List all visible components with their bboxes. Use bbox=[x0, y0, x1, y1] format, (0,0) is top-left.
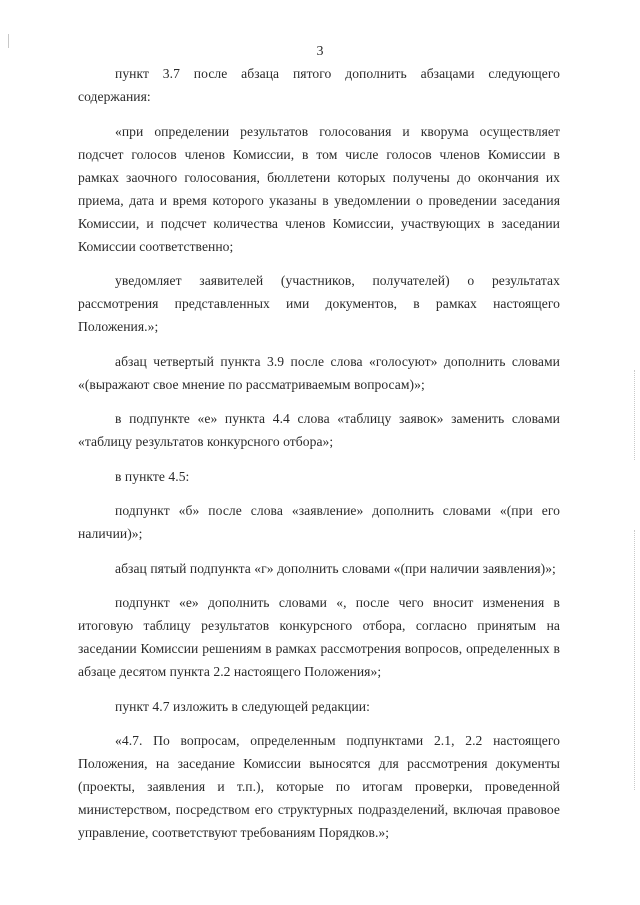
scan-edge-dots bbox=[634, 530, 637, 790]
paragraph-3-9-amendment: абзац четвертый пункта 3.9 после слова «голосуют» дополнить словами «(выражают свое мнение по рассматриваемым вопросам)»; bbox=[78, 353, 560, 392]
paragraph-intro: пункт 3.7 после абзаца пятого дополнить абзацами следующего содержания: bbox=[78, 66, 560, 104]
paragraph-notify-applicants: уведомляет заявителей (участников, получателей) о результатах рассмотрения представленных ими документов, в рамках настоящего Положения.»; bbox=[78, 273, 560, 334]
paragraph-4-5-g: абзац пятый подпункта «г» дополнить словами «(при наличии заявления)»; bbox=[115, 560, 556, 576]
paragraph-4-5-b: подпункт «б» после слова «заявление» дополнить словами «(при его наличии)»; bbox=[78, 503, 560, 541]
paragraph-4-5-heading: в пункте 4.5: bbox=[115, 468, 190, 484]
paragraph-4-7-heading: пункт 4.7 изложить в следующей редакции: bbox=[115, 698, 370, 714]
paragraph-4-7-text: «4.7. По вопросам, определенным подпунктами 2.1, 2.2 настоящего Положения, на заседание Комиссии выносятся для рассмотрения документы (проекты, заявления и т.п.), которые по итогам проверки, проведенной министерством, посредством его структурных подразделений, включая правовое управление, соответствуют требованиям Порядков.»; bbox=[78, 733, 560, 840]
paragraph-4-4-amendment: в подпункте «е» пункта 4.4 слова «таблицу заявок» заменить словами «таблицу результатов конкурсного отбора»; bbox=[78, 411, 560, 449]
paragraph-quote-vote-count: «при определении результатов голосования и кворума осуществляет подсчет голосов членов Комиссии, в том числе голосов членов Комиссии в рамках заочного голосования, бюллетени которых получены до окончания их приема, дата и время которого указаны в уведомлении о проведении заседания Комиссии, и подсчет количества членов Комиссии, участвующих в заседании Комиссии соответственно; bbox=[78, 123, 560, 254]
scan-edge-dots bbox=[634, 370, 637, 460]
paragraph-4-5-e: подпункт «е» дополнить словами «, после чего вносит изменения в итоговую таблицу результатов конкурсного отбора, согласно принятым на заседании Комиссии решениям в рамках рассмотрения вопросов, определенных в абзаце десятом пункта 2.2 настоящего Положения»; bbox=[78, 595, 560, 679]
document-body bbox=[78, 62, 560, 856]
page-number: 3 bbox=[316, 44, 324, 59]
